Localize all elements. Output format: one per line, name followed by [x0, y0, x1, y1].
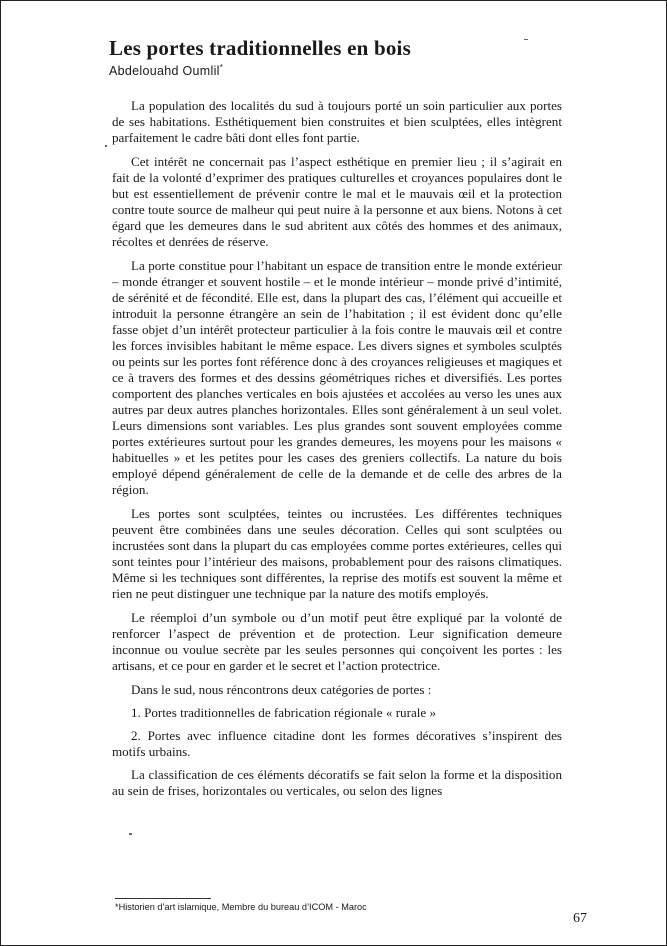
paragraph: Cet intérêt ne concernait pas l’aspect esthétique en premier lieu ; il s’agirait en fait de la volonté d’exprimer des pratiques culturelles et croyances populaires dont le but est essentiellement de prévenir contre le mal et le mauvais œil et la protection contre toute source de malheur qui peut nuire à la personne et aux biens. Notons à cet égard que les demeures dans le sud abritent aux côtés des hommes et des animaux, récoltes et denrées de réserve. [112, 154, 562, 249]
paragraph: La population des localités du sud à toujours porté un soin particulier aux portes de ses habitations. Esthétiquement bien construites et bien sculptées, elles intègrent parfaitement le cadre bâti dont elles font partie. [112, 98, 562, 145]
article-title: Les portes traditionnelles en bois [109, 36, 411, 60]
paragraph: Le réemploi d’un symbole ou d’un motif peut être expliqué par la volonté de renforcer l’aspect de prévention et de protection. Leur signification demeure inconnue ou voulue secrète par les seules personnes qui conçoivent les portes : les artisans, et ce pour en garder et le secret et l’action protectrice. [112, 610, 562, 673]
author-name: Abdelouahd Oumlil [109, 64, 220, 79]
page-number: 67 [573, 911, 587, 926]
list-item: 2. Portes avec influence citadine dont les formes décoratives s’inspirent des motifs urbains. [112, 728, 562, 759]
author-line [109, 63, 223, 78]
paragraph: La porte constitue pour l’habitant un espace de transition entre le monde extérieur – monde étranger et souvent hostile – et le monde intérieur – monde privé d’intimité, de sérénité et de fécondité. Elle est, dans la plupart des cas, l’élément qui accueille et introduit la personne étrangère an sein de l’habitation ; il est évident donc qu’elle fasse objet d’un intérêt protecteur particulier à la fois contre le mauvais œil et contre les forces invisibles habitant le même espace. Les divers signes et symboles sculptés ou peints sur les portes font référence donc à des croyances religieuses et magiques et ce à travers des formes et des dessins géométriques riches et diversifiés. Les portes comportent des planches verticales en bois ajustées et accolées au verso les unes aux autres par deux autres planches horizontales. Elles sont généralement à un seul volet. Leurs dimensions sont variables. Les plus grandes sont souvent employées comme portes extérieures surtout pour les grandes demeures, les moyens pour les maisons « habituelles » et les petites pour les cases des greniers collectifs. La nature du bois employé dépend généralement de celle de la demande et de celle des arbres de la région. [112, 258, 562, 497]
footnote: *Historien d’art islamique, Membre du bureau d’ICOM - Maroc [115, 902, 367, 912]
article-body [112, 98, 562, 807]
author-footnote-mark: * [219, 63, 224, 72]
list-item: 1. Portes traditionnelles de fabrication régionale « rurale » [131, 705, 437, 720]
paragraph: Dans le sud, nous réncontrons deux catégories de portes : [131, 682, 432, 697]
scan-speck [105, 145, 107, 147]
paragraph: Les portes sont sculptées, teintes ou incrustées. Les différentes techniques peuvent être combinées dans une seules décoration. Celles qui sont sculptées ou incrustées sont dans la plupart du cas employées comme portes extérieures, celles qui sont teintes pour l’intérieur des maisons, probablement pour des raisons climatiques. Même si les techniques sont différentes, la reprise des motifs est souvent la même et rien ne peut distinguer une technique par la nature des motifs employés. [112, 506, 562, 601]
scan-speck [524, 39, 528, 40]
scan-speck [129, 833, 132, 835]
footnote-divider [115, 898, 211, 899]
paragraph: La classification de ces éléments décoratifs se fait selon la forme et la disposition au sein de frises, horizontales ou verticales, ou selon des lignes [112, 767, 562, 798]
document-page [1, 1, 666, 945]
